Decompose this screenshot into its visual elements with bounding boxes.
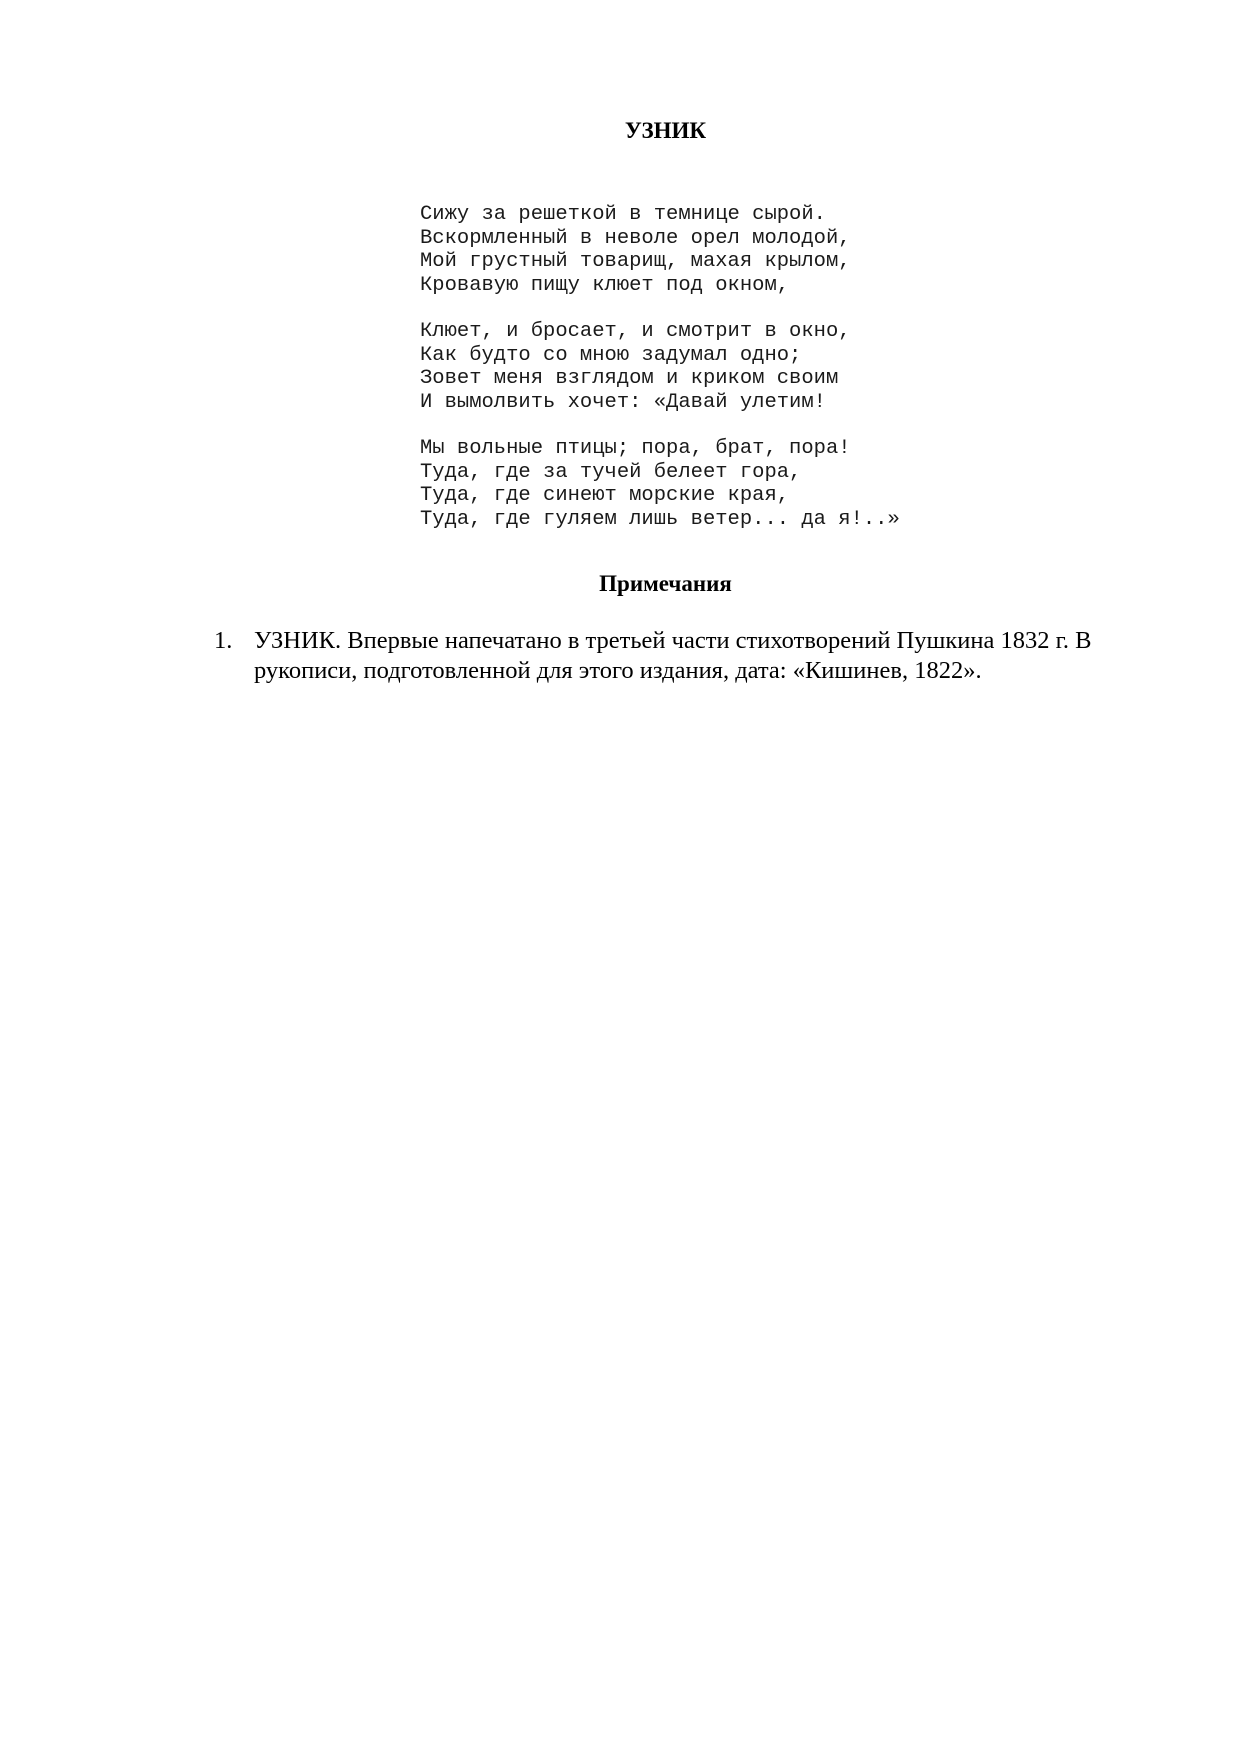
poem-line: Туда, где синеют морские края,	[420, 484, 790, 507]
poem-body	[420, 203, 900, 554]
poem-line: Туда, где за тучей белеет гора,	[420, 460, 802, 484]
notes-list	[214, 626, 1134, 686]
poem-line: Клюет, и бросает, и смотрит в окно,	[420, 320, 851, 343]
poem-line: Вскормленный в неволе орел молодой,	[420, 226, 851, 250]
notes-title: Примечания	[599, 571, 732, 596]
poem-line: И вымолвить хочет: «Давай улетим!	[420, 390, 826, 414]
poem-line: Кровавую пищу клюет под окном,	[420, 273, 790, 297]
stanza	[420, 437, 900, 531]
poem-line: Как будто со мною задумал одно;	[420, 343, 802, 367]
poem-line: Мой грустный товарищ, махая крылом,	[420, 250, 851, 273]
note-item	[214, 626, 1134, 686]
poem-title: УЗНИК	[624, 118, 707, 143]
poem-line: Мы вольные птицы; пора, брат, пора!	[420, 437, 851, 460]
stanza	[420, 320, 900, 414]
poem-line: Зовет меня взглядом и криком своим	[420, 367, 839, 390]
poem-line: Туда, где гуляем лишь ветер... да я!..»	[420, 507, 900, 531]
note-number: 1.	[214, 627, 233, 654]
note-text: УЗНИК. Впервые напечатано в третьей части стихотворений Пушкина 1832 г. В рукописи, подготовленной для этого издания, дата: «Кишинев, 1822».	[254, 627, 1092, 684]
poem-line: Сижу за решеткой в темнице сырой.	[420, 203, 826, 226]
stanza	[420, 203, 900, 297]
